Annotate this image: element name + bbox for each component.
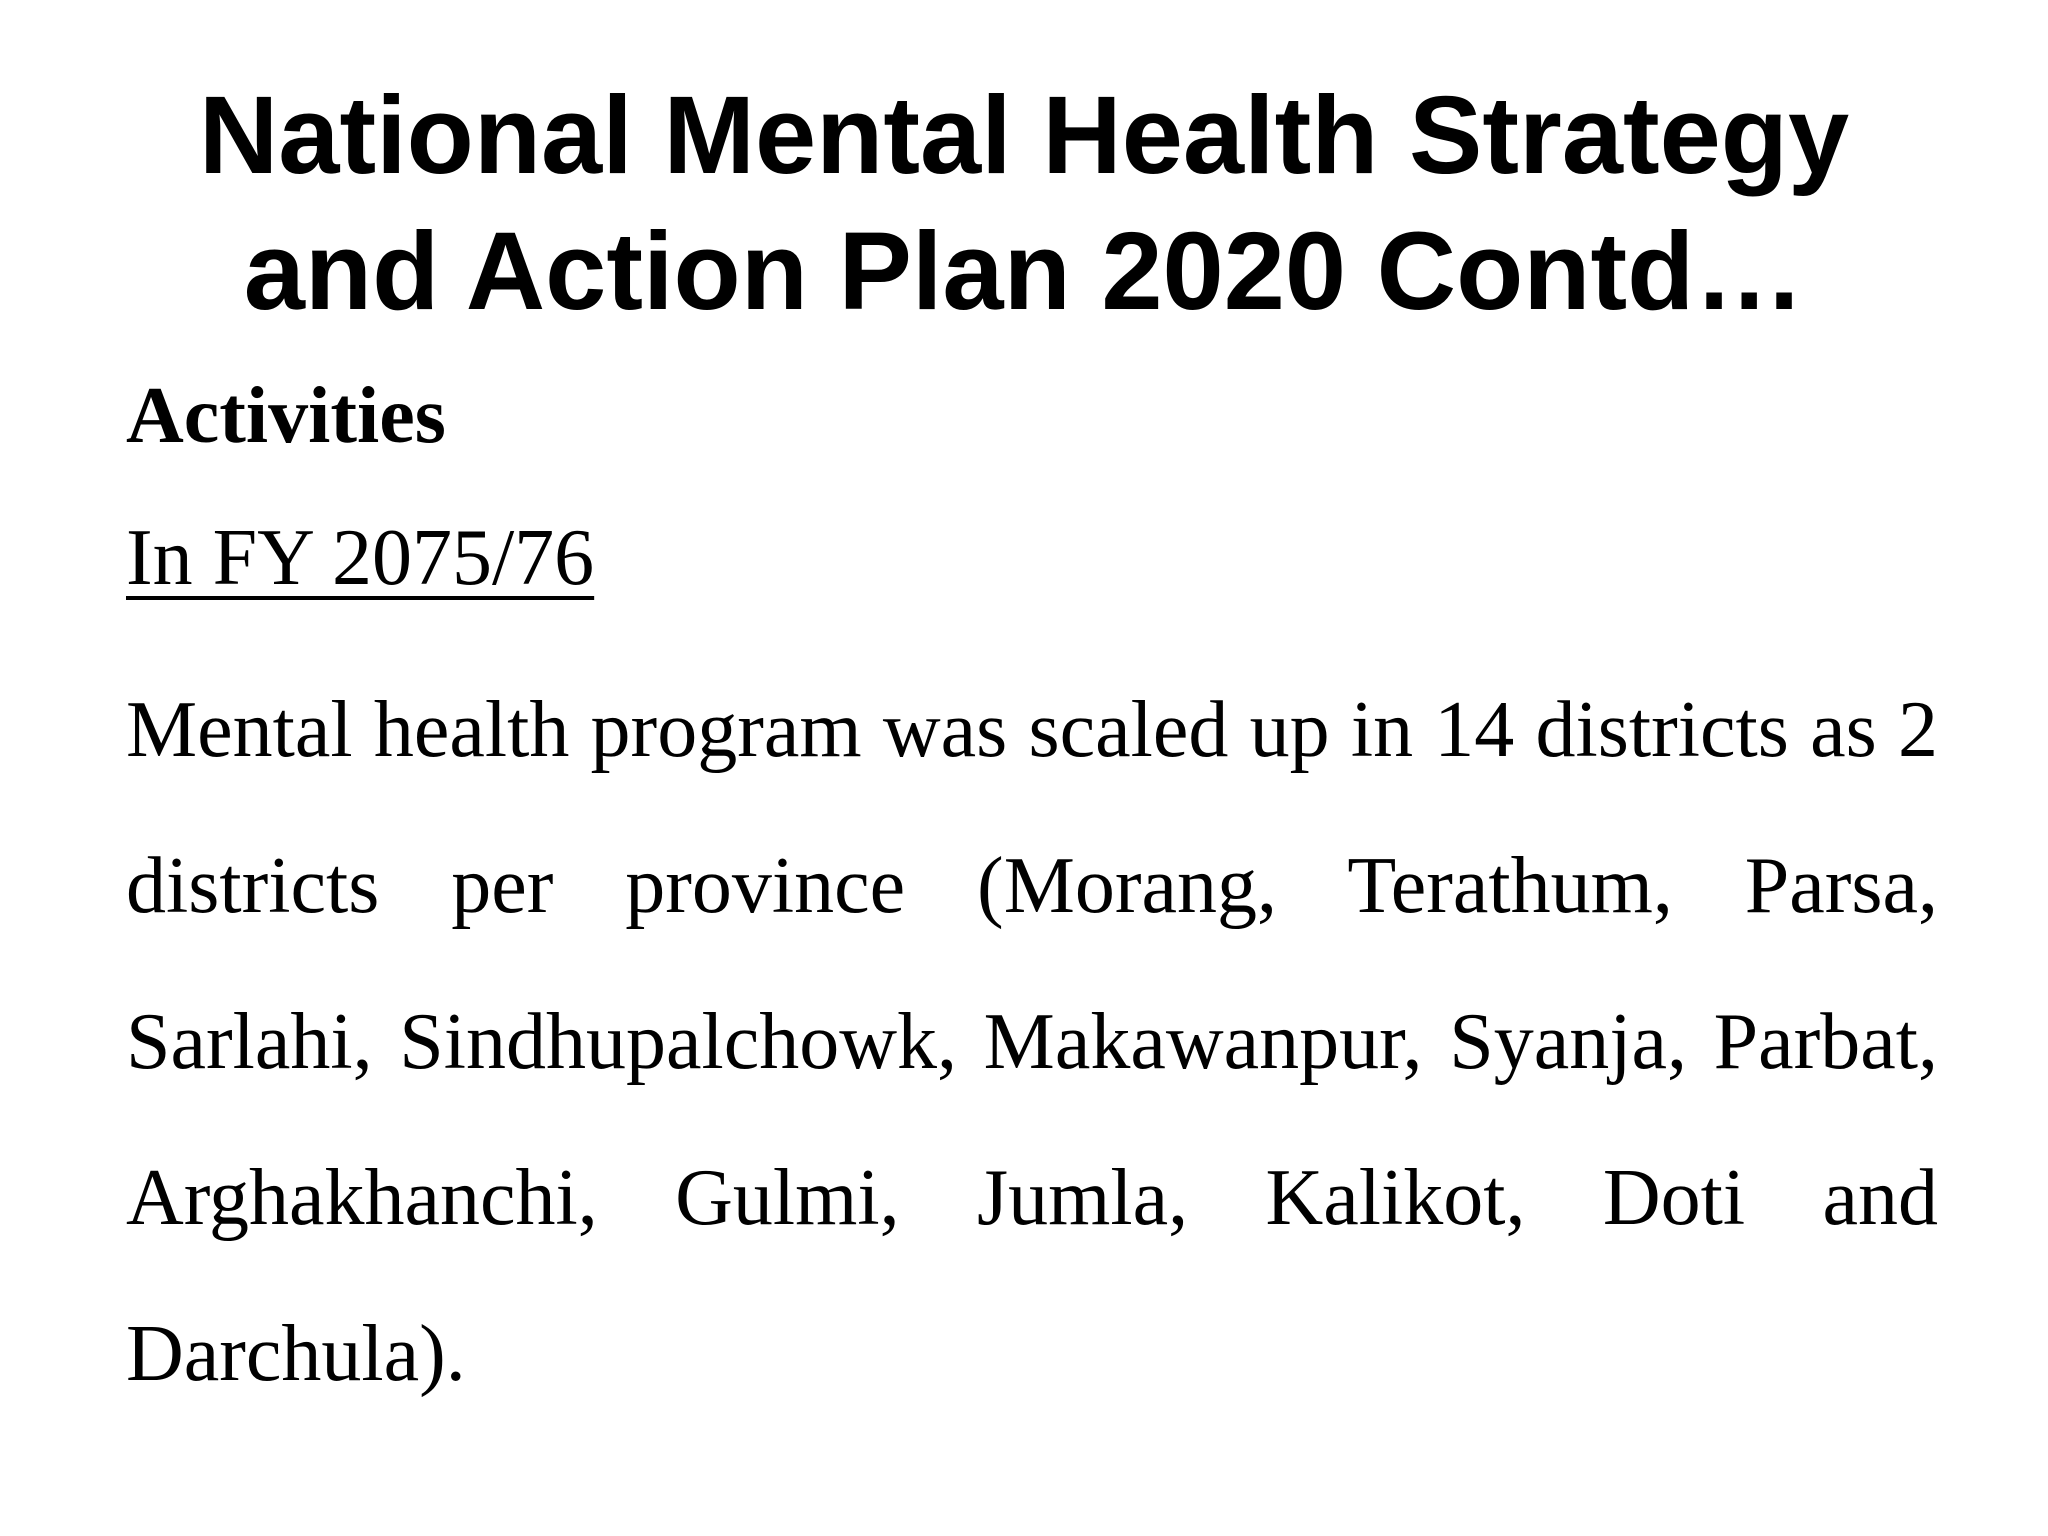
slide-title-line-1: National Mental Health Strategy	[198, 74, 1850, 197]
fiscal-year-label: In FY 2075/76	[126, 514, 595, 602]
section-heading: Activities	[126, 372, 446, 460]
fiscal-year-subheading	[126, 508, 1938, 608]
slide-content	[126, 366, 1938, 1432]
body-paragraph: Mental health program was scaled up in 14 districts as 2 districts per province (Morang, Terathum, Parsa, Sarlahi, Sindhupalchowk, Makawanpur, Syanja, Parbat, Arghakhanchi, Gulmi, Jumla, Kalikot, Doti and Darchula).	[126, 686, 1938, 1398]
slide-title-line-2: and Action Plan 2020 Contd…	[243, 210, 1805, 333]
slide-title	[0, 68, 2048, 340]
